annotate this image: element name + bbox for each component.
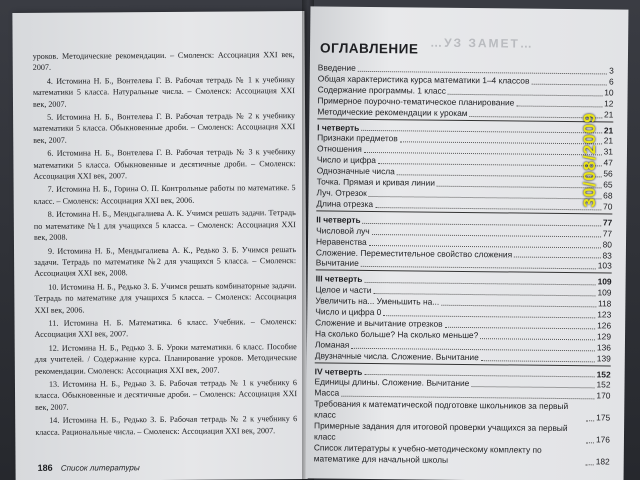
toc-leader-dots <box>361 266 596 269</box>
toc-entry-page: 3 <box>609 65 614 76</box>
toc-entry-page: 182 <box>595 456 610 467</box>
toc-entry-title: Отношения <box>316 143 362 155</box>
toc-entry-title: Список литературы к учебно-методическому комплекту по математике для начальной школы <box>313 442 542 465</box>
toc-entry-page: 6 <box>608 76 614 87</box>
toc-entry-page: 123 <box>597 309 612 320</box>
toc-entry-title: Длина отрезка <box>316 198 374 209</box>
toc-entry-title: III четверть <box>315 273 363 285</box>
reference-item: 13. Истомина Н. Б., Редько З. Б. Рабочая тетрадь № 1 к учебнику 6 класса. Обыкновенные и десятичные дроби. – Смоленск: Ассоциация XXI век, 2007. <box>35 378 298 412</box>
toc-entry-title: На сколько больше? На сколько меньше? <box>315 328 479 340</box>
toc-entry-page: 109 <box>597 276 612 287</box>
toc-entry-title: Введение <box>317 62 356 73</box>
toc-leader-dots <box>586 442 594 443</box>
ghost-header: …УЗ ЗАМЕТ… <box>430 35 535 51</box>
toc-entry-page: 21 <box>603 124 614 136</box>
toc-entry-page: 126 <box>597 320 612 331</box>
reference-list <box>33 49 298 440</box>
toc-entry-page: 80 <box>602 239 613 250</box>
toc-entry-title: Примерное поурочно-тематическое планирование <box>317 95 515 108</box>
toc-entry-title: Числовой луч <box>316 225 370 236</box>
toc-entry-page: 136 <box>596 342 611 353</box>
toc-entry-page: 65 <box>603 179 613 190</box>
reference-item: 5. Истомина Н. Б., Вонтелева Г. В. Рабочая тетрадь № 2 к учебнику математики 5 класса. Обыкновенные дроби. – Смоленск: Ассоциация XXI век, 2007. <box>33 111 296 145</box>
toc-entry-page: 77 <box>602 217 613 228</box>
toc-entry-page: 118 <box>597 298 612 309</box>
toc-entry-page: 31 <box>603 146 614 157</box>
running-title: Список литературы <box>60 463 140 473</box>
toc-entry-title: Точка. Прямая и кривая линии <box>316 176 435 188</box>
reference-item: 4. Истомина Н. Б., Вонтелева Г. В. Рабочая тетрадь № 1 к учебнику математики 5 класса. Натуральные числа. – Смоленск: Ассоциация XXI век, 2007. <box>32 74 295 109</box>
toc-leader-dots <box>441 305 596 308</box>
toc-entry-title: Сложение. Переместительное свойство сложения <box>315 246 513 259</box>
toc-entry-title: IV четверть <box>314 365 363 377</box>
toc-entry-title: II четверть <box>316 214 361 225</box>
reference-item: 6. Истомина Н. Б., Вонтелева Г. В. Рабочая тетрадь № 3 к учебнику математики 5 класса. Обыкновенные и десятичные дроби. – Смоленск: Ассоциация XXI век, 2007. <box>33 147 296 181</box>
toc-entry-title: Общая характеристика курса математики 1–4 классов <box>317 73 530 86</box>
reference-item: 10. Истомина Н. Б., Редько З. Б. Учимся решать комбинаторные задачи. Тетрадь по математике для учащихся 5 класса. – Смоленск: Ассоциация XXI век, 2006. <box>34 280 297 315</box>
toc-entry-page: 12 <box>604 98 614 109</box>
toc-entry-title: Примерные задания для итоговой проверки учащихся за первый класс <box>313 420 568 442</box>
toc-entry-page: 139 <box>596 353 611 364</box>
toc-leader-dots <box>586 464 594 465</box>
toc-entry-title: Число и цифра 0 <box>315 306 382 318</box>
toc-entry-page: 129 <box>597 331 612 342</box>
toc-entry-page: 56 <box>603 168 613 179</box>
toc-entry-title: Увеличить на... Уменьшить на... <box>315 295 440 307</box>
reference-item: 14. Истомина Н. Б., Редько З. Б. Рабочая тетрадь № 2 к учебнику 6 класса. Рациональные числа. – Смоленск: Ассоциация XXI век, 2007. <box>35 414 298 437</box>
toc-entry-page: 21 <box>603 109 614 120</box>
toc-entry-page: 47 <box>603 157 613 168</box>
reference-item: 12. Истомина Н. Б., Редько З. Б. Уроки математики. 6 класс. Пособие для учителей. / Содержание курса. Планирование уроков. Методические рекомендации. Смоленск: Ассоциация XXI век, 2007. <box>34 341 297 376</box>
toc-entry-page: 10 <box>604 87 614 98</box>
page-footer <box>38 462 140 473</box>
toc-entry-title: Сложение и вычитание отрезков <box>315 317 443 329</box>
toc-entry-title: Требования к математической подготовке школьников за первый класс <box>314 398 569 420</box>
toc-title: ОГЛАВЛЕНИЕ <box>319 40 419 57</box>
toc-entry-title: Признаки предметов <box>317 132 398 144</box>
reference-item: 8. Истомина Н. Б., Мендыгалиева А. К. Учимся решать задачи. Тетрадь по математике №1 для учащихся 5 класса. – Смоленск: Ассоциация XXI век, 2008. <box>33 208 296 242</box>
toc-entry-title: Методические рекомендации к урокам <box>317 106 468 118</box>
toc-entry-title: Луч. Отрезок <box>316 187 367 198</box>
toc-leader-dots <box>480 338 595 340</box>
toc-entry-page: 152 <box>596 368 611 380</box>
toc-leader-dots <box>471 386 594 388</box>
left-page <box>12 11 307 480</box>
toc-entry-title: I четверть <box>317 121 360 133</box>
toc-leader-dots <box>445 327 596 330</box>
toc-entry-title: Неравенства <box>315 236 367 247</box>
toc-entry-title: Масса <box>314 387 340 399</box>
reference-item: 9. Истомина Н. Б., Мендыгалиева А. К., Редько З. Б. Учимся решать задачи. Тетрадь по математике №2 для учащихся 5 класса. – Смоленск: Ассоциация XXI век, 2008. <box>34 244 297 279</box>
toc-entry-title: Число и цифра <box>316 154 377 166</box>
toc-entry-page: 77 <box>602 228 613 239</box>
page-number: 186 <box>37 462 53 473</box>
reference-item: 7. Истомина Н. Б., Горина О. П. Контрольные работы по математике. 5 класс. – Смоленск: Ассоциация XXI век, 2006. <box>33 183 296 206</box>
toc-entry-page: 109 <box>597 287 612 298</box>
toc-entry-page: 83 <box>602 249 612 261</box>
toc-entry-title: Единицы длины. Сложение. Вычитание <box>314 376 470 389</box>
toc-entry-title: Вычитание <box>315 257 359 269</box>
toc-entry-page: 170 <box>596 390 611 401</box>
toc-entry-page: 103 <box>597 260 612 271</box>
toc-entry-page: 152 <box>596 379 611 390</box>
toc-entry <box>314 421 610 446</box>
toc-entry <box>314 399 610 424</box>
toc-entry-title: Целое и части <box>315 284 372 296</box>
toc-entry-title: Ломаная <box>314 339 350 350</box>
toc-entry-title: Двузначные числа. Сложение. Вычитание <box>314 350 479 362</box>
toc-entry-page: 68 <box>603 190 613 201</box>
toc-entry-title: Однозначные числа <box>316 165 395 177</box>
date-stamp: 30/08/2009 <box>580 112 599 208</box>
reference-item: 11. Истомина Н. Б. Математика. 6 класс. Учебник. – Смоленск: Ассоциация XXI век, 2007. <box>34 316 297 340</box>
toc-entry-page: 176 <box>595 434 611 445</box>
toc-entry-page: 21 <box>603 135 614 146</box>
toc-leader-dots <box>481 360 595 362</box>
reference-item: уроков. Методические рекомендации. – Смоленск: Ассоциация XXI век, 2007. <box>32 50 295 73</box>
toc-leader-dots <box>586 420 594 421</box>
toc-entry-page: 70 <box>603 201 613 212</box>
date-stamp-area <box>560 60 620 260</box>
toc-entry-title: Содержание программы. 1 класс <box>317 84 447 96</box>
toc-entry <box>314 442 610 467</box>
toc-entry-page: 175 <box>596 412 611 423</box>
